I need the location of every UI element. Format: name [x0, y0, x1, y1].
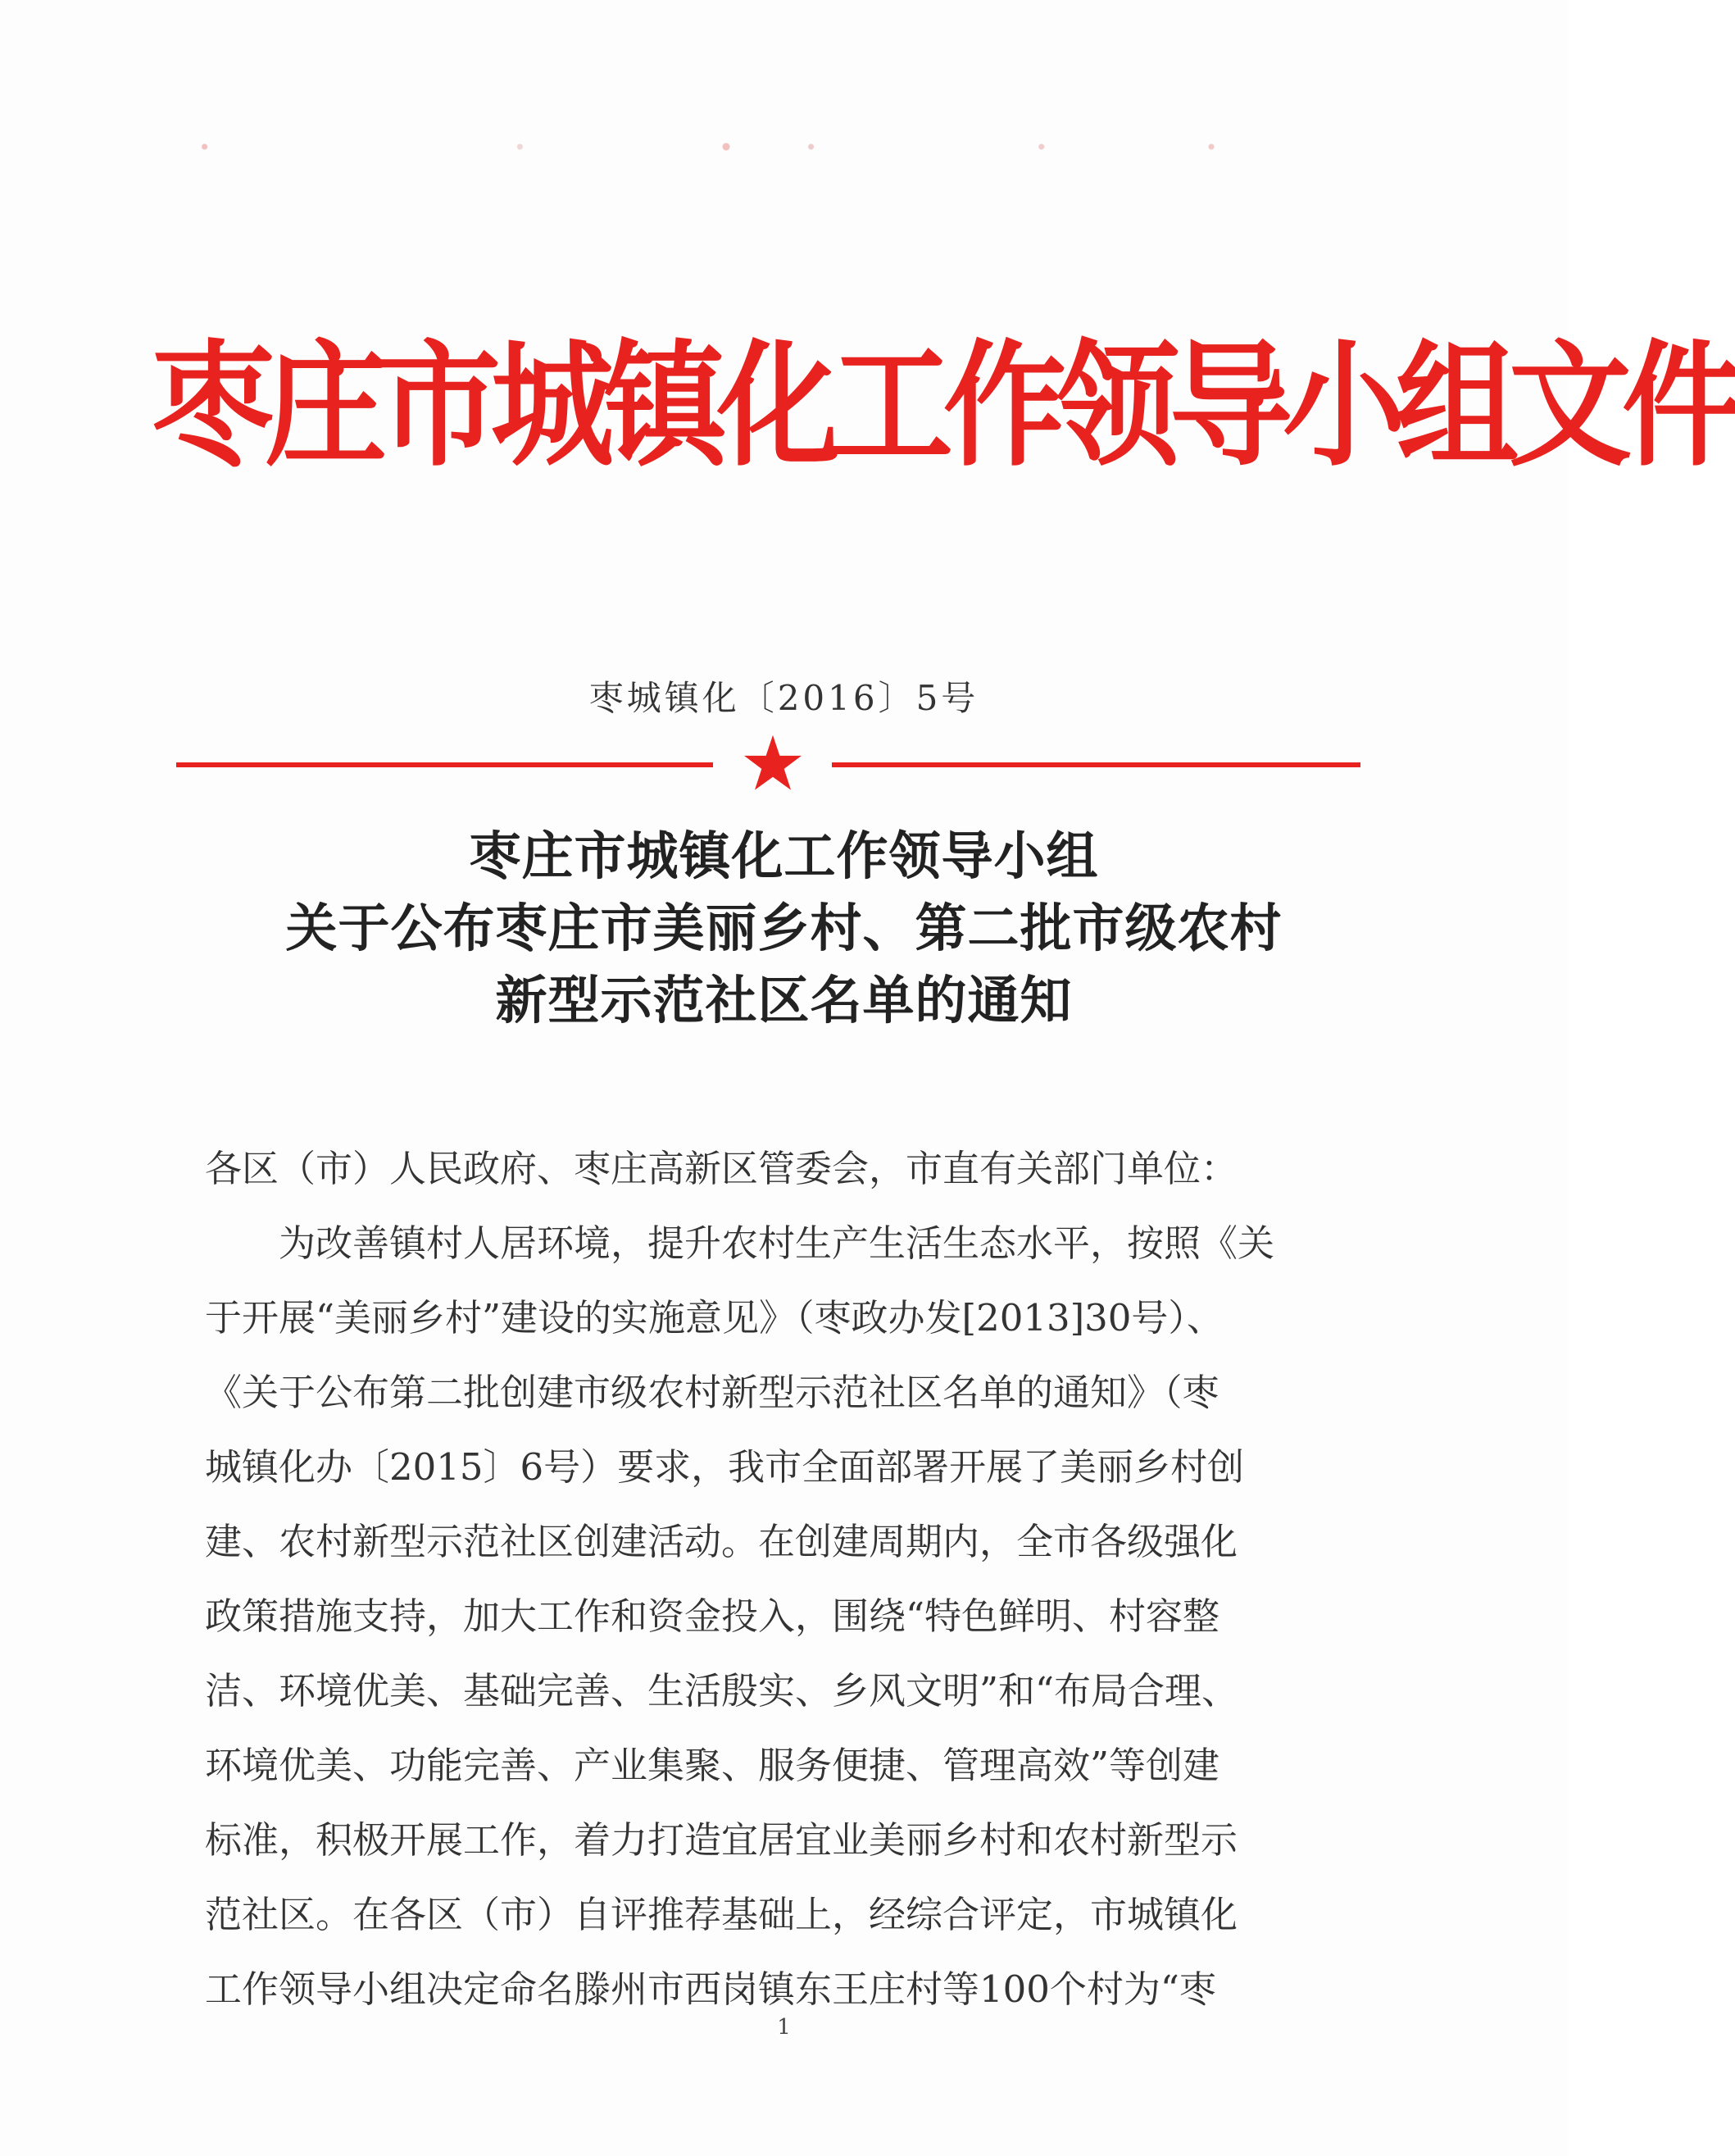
- notice-title: [0, 820, 1568, 1036]
- body-line: 为改善镇村人居环境，提升农村生产生活生态水平，按照《关: [205, 1221, 1275, 1265]
- body-line: 洁、环境优美、基础完善、生活殷实、乡风文明”和“布局合理、: [205, 1669, 1239, 1713]
- body-line: 标准，积极开展工作，着力打造宜居宜业美丽乡村和农村新型示: [205, 1818, 1238, 1862]
- body-line: 城镇化办〔2015〕6号）要求，我市全面部署开展了美丽乡村创: [205, 1445, 1245, 1489]
- body-line: 环境优美、功能完善、产业集聚、服务便捷、管理高效”等创建: [205, 1744, 1220, 1787]
- red-divider-left: [176, 762, 713, 767]
- body-line: 于开展“美丽乡村”建设的实施意见》（枣政办发[2013]30号）、: [205, 1296, 1224, 1340]
- red-header-title: 枣庄市城镇化工作领导小组文件: [152, 326, 1735, 485]
- notice-title-line-1: 枣庄市城镇化工作领导小组: [469, 826, 1099, 886]
- red-divider-right: [832, 762, 1360, 767]
- notice-title-line-3: 新型示范社区名单的通知: [495, 970, 1073, 1030]
- body-line: 政策措施支持，加大工作和资金投入，围绕“特色鲜明、村容整: [205, 1594, 1220, 1638]
- body-line: 工作领导小组决定命名滕州市西岗镇东王庄村等100个村为“枣: [205, 1967, 1216, 2011]
- star-icon: [742, 732, 804, 794]
- scan-artifact-marks: [180, 141, 1393, 152]
- body-line: 范社区。在各区（市）自评推荐基础上，经综合评定，市城镇化: [205, 1893, 1238, 1936]
- notice-body: [205, 1131, 1352, 2026]
- notice-title-line-2: 关于公布枣庄市美丽乡村、第二批市级农村: [285, 898, 1283, 958]
- body-line: 各区（市）人民政府、枣庄高新区管委会，市直有关部门单位：: [205, 1147, 1238, 1190]
- body-line: 《关于公布第二批创建市级农村新型示范社区名单的通知》（枣: [205, 1371, 1219, 1414]
- page-number: 1: [777, 2015, 791, 2040]
- document-number: 枣城镇化〔2016〕5号: [588, 678, 979, 718]
- body-line: 建、农村新型示范社区创建活动。在创建周期内，全市各级强化: [205, 1520, 1238, 1563]
